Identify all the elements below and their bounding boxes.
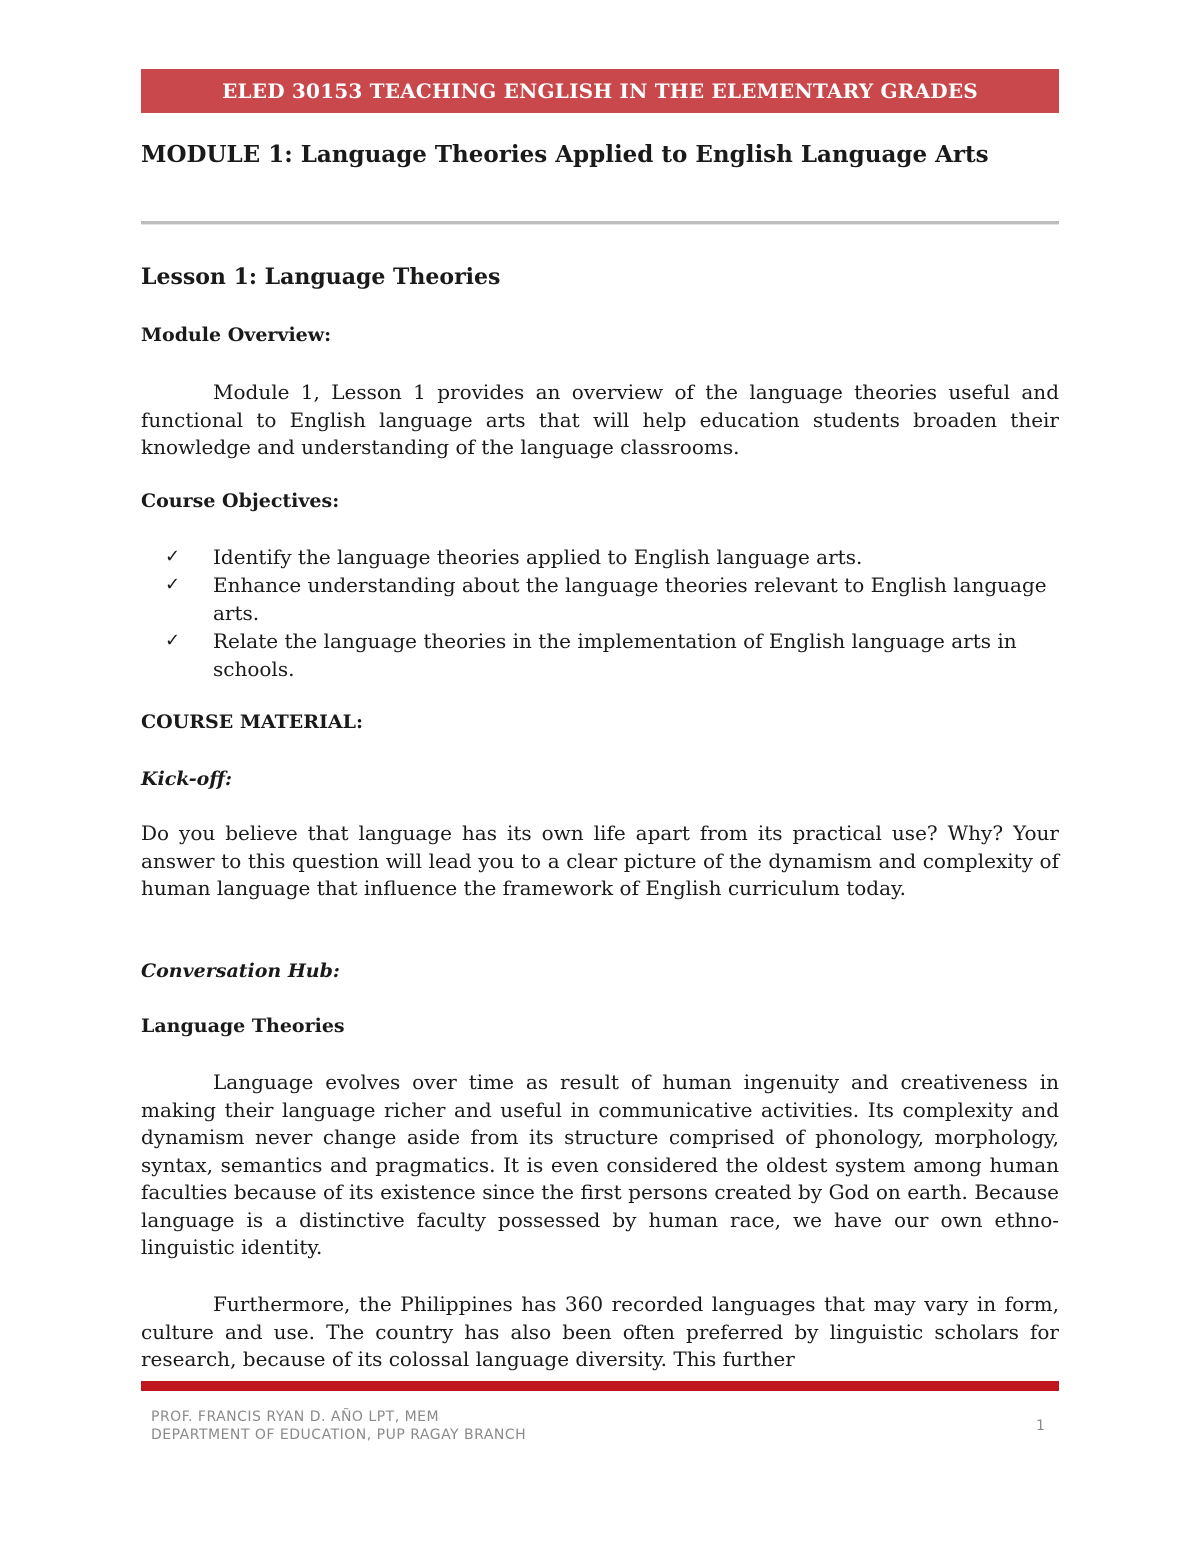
kickoff-heading: Kick-off: (141, 768, 232, 790)
conversation-hub-heading: Conversation Hub: (141, 960, 340, 982)
objective-item (141, 543, 1059, 571)
language-theories-paragraph-1: Language evolves over time as result of human ingenuity and creativeness in making their language richer and useful in communicative activities. Its complexity and dynamism never change aside from its structure comprised of phonology, morphology, syntax, semantics and pragmatics. It is even considered the oldest system among human faculties because of its existence since the first persons created by God on earth. Because language is a distinctive faculty possessed by human race, we have our own ethno-linguistic identity. (141, 1070, 1059, 1259)
course-banner: ELED 30153 TEACHING ENGLISH IN THE ELEMENTARY GRADES (141, 69, 1059, 113)
kickoff-paragraph: Do you believe that language has its own life apart from its practical use? Why? Your answer to this question will lead you to a clear picture of the dynamism and complexity of human language that influence the framework of English curriculum today. (141, 821, 1059, 900)
objective-item (141, 627, 1059, 683)
lesson-title: Lesson 1: Language Theories (141, 264, 501, 290)
check-icon: ✓ (165, 546, 181, 567)
language-theories-heading: Language Theories (141, 1015, 345, 1037)
objective-item (141, 571, 1059, 627)
check-icon: ✓ (165, 630, 181, 651)
overview-paragraph: Module 1, Lesson 1 provides an overview of the language theories useful and functional to English language arts that will help education students broaden their knowledge and understanding of the language classrooms. (141, 380, 1059, 459)
language-theories-paragraph-2: Furthermore, the Philippines has 360 recorded languages that may vary in form, culture and use. The country has also been often preferred by linguistic scholars for research, because of its colossal language diversity. This further (141, 1292, 1059, 1371)
footer-bar (141, 1381, 1059, 1391)
title-divider (141, 221, 1059, 225)
overview-heading: Module Overview: (141, 324, 332, 346)
footer-author (151, 1408, 526, 1444)
objectives-heading: Course Objectives: (141, 490, 340, 512)
module-title: MODULE 1: Language Theories Applied to English Language Arts (141, 141, 989, 168)
footer-line-2: DEPARTMENT OF EDUCATION, PUP RAGAY BRANCH (151, 1427, 527, 1443)
page-number: 1 (1036, 1418, 1045, 1434)
objectives-list (141, 543, 1059, 683)
course-material-heading: COURSE MATERIAL: (141, 711, 363, 733)
objective-text: Enhance understanding about the language theories relevant to English language arts. (213, 573, 1047, 625)
check-icon: ✓ (165, 574, 181, 595)
objective-text: Identify the language theories applied to English language arts. (213, 545, 863, 569)
objective-text: Relate the language theories in the implementation of English language arts in schools. (213, 629, 1017, 681)
footer-line-1: PROF. FRANCIS RYAN D. AÑO LPT, MEM (151, 1409, 440, 1425)
